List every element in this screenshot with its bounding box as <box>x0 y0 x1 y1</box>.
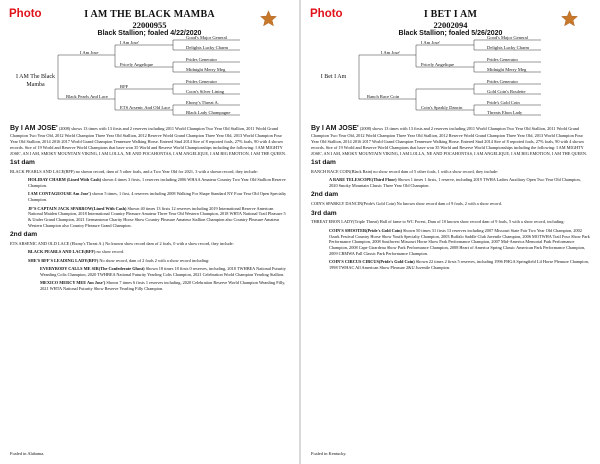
sire-heading: By I AM JOSE' <box>10 125 58 132</box>
right-page <box>301 0 600 464</box>
star-icon <box>561 10 578 27</box>
pedigree-chart <box>0 35 299 122</box>
list-item: MEXICO MERCY MEE Am Jose') Shown 7 times 6 firsts 1 reserves including, 2020 Celebration Reserve World Champion Weanling Filly, 2021 WHTA National Futurity Show Reserve Yearling Filly Champion. <box>40 280 286 291</box>
pedigree-dd: Coin's Sparkly Dancin <box>421 105 463 110</box>
list-item: COIN'S CIRCUS CIRCUS(Pride's Gold Coin) Shown 22 times 2 firsts 5 reserves, including 1996 FHGA Springfield Lil Horse Pleasure Champion, 1998 TWHAC All American Show Pleasure 2&U Juvenile Champion. <box>329 259 589 271</box>
list-item: SHE'S BFF'S LEADING LADY(BFF) No show record, dam of 2 foals 2 with a show record including: <box>28 257 210 263</box>
footer-note: Foaled in Kentucky. <box>311 451 347 456</box>
pedigree-sds: Prides Generator <box>186 57 217 62</box>
pedigree-sds: Prides Generator <box>487 57 518 62</box>
dam1-intro: BLACK PEARLS AND LACE(BFF) no shown record, dam of 5 other foals, and a Two Year Old for 2021, 3 with a shown record, they include: <box>10 169 258 175</box>
pedigree-dd: ETS Arsenic And Old Lace <box>120 105 171 110</box>
pedigree-horse: I AM The Black Mamba <box>15 74 56 88</box>
dam2-heading: 2nd dam <box>311 191 339 199</box>
pedigree-dam: Black Pearls And Lace <box>66 94 108 99</box>
photo-label: Photo <box>310 8 343 20</box>
horse-title: I BET I AM <box>423 9 478 20</box>
pedigree-ssd: Delights Lucky Charm <box>186 45 229 50</box>
left-body <box>10 124 289 294</box>
dam3-intro: THREAT EBON LADY(Triple Threat) Hall of fame to WC Forest, Dam of 10 known show record dam of 9 foals, 5 with a show record, including: <box>311 219 565 225</box>
pedigree-ds: BFF <box>120 84 129 89</box>
dam3-heading: 3rd dam <box>311 209 337 217</box>
pedigree-sd: Pricely Angelique <box>421 62 455 67</box>
list-item: HOLIDAY CHARM (Lined With Cash) shown 4 times 3 firsts, 1 reserves including 2006 WHAA Amateur Country Two Year Old Stallion Reserve Champion. <box>28 177 286 189</box>
list-item: JF'S CAPTAIN JACK SPARROW(Lined With Cash) Shown 40 times 13 firsts 12 reserves including 2019 International Reserve American National Maiden Champion, 2018 International Country Pleasure Amateur Three Year Old Western Champion, 2018 WHTA National Trail Pleasure 5 & Under Grand Champion, 2021 Germantown Charity Horse Show Country Pleasure Amateur Stallion Champion also Country Pleasure Amateur Western Champion also Country Pleasure Grand Champion. <box>28 205 286 228</box>
dam2-intro: ETS ARSENIC AND OLD LACE (Ebony's Threat A.) No known show record dam of 2 foals, 0 with a show record, they include: <box>10 241 234 247</box>
footer-note: Foaled in Alabama. <box>10 451 45 456</box>
list-item: I AM CONTAGEOUSE Am Jose') shown 5 times, 1 first, 4 reserves including 2008 Walking For Shape Standard NY Four Year Old Open Specialty Champion. <box>28 191 287 203</box>
pedigree-sire: I Am Jose <box>80 50 99 55</box>
pedigree-sss: Good's Major General <box>186 35 227 40</box>
star-icon <box>260 10 277 27</box>
registration-number: 22002094 <box>433 20 468 30</box>
pedigree-ddd: Black Lady Champagne <box>186 110 231 115</box>
pedigree-sss: Good's Major General <box>487 35 528 40</box>
pedigree-sdd: Midnight Merry Meg <box>186 67 226 72</box>
list-item: BLACK PEARLS AND LACE(BFF) no show record. <box>28 249 125 255</box>
dam2-heading: 2nd dam <box>10 231 38 239</box>
photo-label: Photo <box>9 8 42 20</box>
list-item: EVERYBODY CALLS ME SIR(The Confederate Ghost) Shown 18 times 18 firsts 0 reserves, including, 2018 TWHBEA National Futurity Weanling Colts Champion, 2020 TWHBEA National Futurity Yearling Colts Champion, 2021 Celebration World Champion Yearling Stallion. <box>40 265 286 277</box>
pedigree-dsd: Gold Coin's Roulette <box>487 89 526 94</box>
foaled-info: Black Stallion; foaled 4/22/2020 <box>97 30 202 37</box>
sire-heading: By I AM JOSE' <box>311 125 359 132</box>
pedigree-sire: I Am Jose' <box>381 50 401 55</box>
horse-title: I AM THE BLACK MAMBA <box>84 9 215 20</box>
sire-text: (2008) shows 13 times with 13 firsts and 2 reserves including 2011 World Champion Two Year Old Stallion, 2011 World Grand Champion Two Year Old, 2012 World Champion Three Year Old Stallion, 2012 Reserve World Grand Champion Three Year Old, 2013 World Champion Four Year Old Stallion, 2014 2016 2017 World Grand Champion Tennessee Walking Horse. Entered Stud 2014 Sire of 8 reported foals, 27% foals, 90 with 4 shown records. Sire of 19 World and Reserve World Champions that have won 35 World and Reserve World Championships including the following: I AM MIGHTY JOSE', AN I AM, SMOKY MOUNTAIN VIKING, I AM LOLLA, NE AND POCAHONTAS, I AM ANGELIQUE, I AM BIG EMOTION, I AM THE QUEEN. <box>10 126 287 156</box>
dam1-intro: RANCH RACE COIN(Black Rain) no show record dam of 5 other foals, 1 with a show record, they include: <box>311 169 499 175</box>
registration-number: 22000955 <box>132 20 167 30</box>
pedigree-dss: Prides Generator <box>487 79 518 84</box>
pedigree-dss: Prides Generator <box>186 79 217 84</box>
pedigree-ddd: Threats Ebon Lady <box>487 110 523 115</box>
pedigree-dam: Ranch Race Coin <box>367 94 400 99</box>
pedigree-ss: I Am Jose' <box>120 40 140 45</box>
list-item: COIN'S SHOOTER(Pride's Gold Coin) Shown 50 times 31 firsts 13 reserves including 2007 Missouri State Fair Two Year Old Champion, 2002 Ozark Festival Country Horse Show Youth Specialty Champion, 2003 Buffalo Saddle Club Juvenile Champion, 2006 MOTWHA Trail Four Show Park Performance Champion, 2008 Southwest Missouri Horse Show Park Performance Champion, 2007 Mid-America Memorial Park Performance Champion, 2008 Cape Girardeau Show Park Performance Champion, 2008 Heart of America Spring Classic American Park Performance Champion, 2009 CRMWA Fall Classic Park Performance Champion. <box>329 227 590 256</box>
pedigree-ssd: Delights Lucky Charm <box>487 45 530 50</box>
pedigree-chart <box>301 35 600 122</box>
dam1-heading: 1st dam <box>10 159 35 167</box>
pedigree-dds: Ebony's Threat A. <box>186 100 220 105</box>
pedigree-dds: Pride's Gold Coin <box>487 100 520 105</box>
left-page <box>0 0 299 464</box>
right-body <box>311 124 590 273</box>
pedigree-horse: I Bet I Am <box>320 74 347 80</box>
pedigree-ss: I Am Jose' <box>421 40 441 45</box>
pedigree-sdd: Midnight Merry Meg <box>487 67 527 72</box>
pedigree-dsd: Coon's Silver Lining <box>186 89 225 94</box>
list-item: A RARE TELESCOPE(Third Floor) Shown 1 times 1 firsts, 1 reserve, including 2019 TWHA Ladies Auxiliary Open Two Year Old Champion, 2020 Smoky Mountain Classic Three Year Old Champion. <box>329 177 581 189</box>
sire-text: (2008) shows 13 times with 13 firsts and 2 reserves including 2011 World Champion Two Year Old Stallion, 2011 World Grand Champion Two Year Old, 2012 World Champion Three Year Old Stallion, 2012 Reserve World Grand Champion Three Year Old, 2013 World Champion Four Year Old Stallion, 2014 2016 2017 World Grand Champion Tennessee Walking Horse. Entered Stud 2014 Sire of 8 reported foals, 27% foals, 90 with 4 shown records. Sire of 19 World and Reserve World Champions that have won 35 World and Reserve World Championships including the following: I AM MIGHTY JOSE', AN I AM, SMOKY MOUNTAIN VIKING, I AM LOLLA, NE AND POCAHONTAS, I AM ANGELIQUE, I AM BIG EMOTION, I AM THE QUEEN. <box>311 126 588 156</box>
dam1-heading: 1st dam <box>311 159 336 167</box>
dam2-intro: COIN'S SPARKLY DANCIN(Pride's Gold Coin) No known show record dam of 9 foals, 2 with a show record. <box>311 201 502 207</box>
foaled-info: Black Stallion; foaled 5/26/2020 <box>398 30 503 37</box>
pedigree-sd: Pricely Angelique <box>120 62 154 67</box>
